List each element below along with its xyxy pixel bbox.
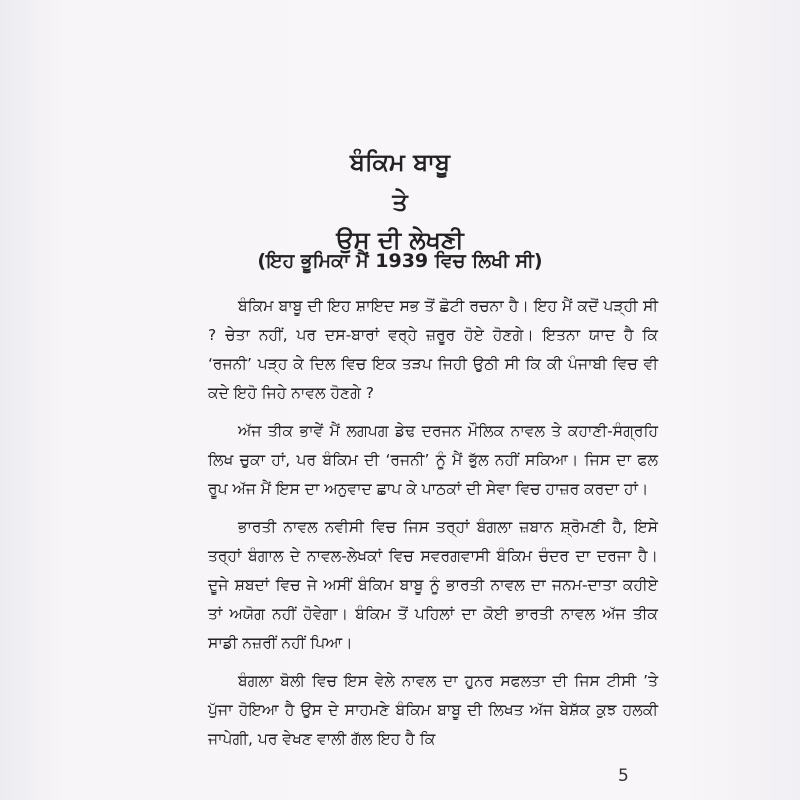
title-line-3: ਉਸ ਦੀ ਲੇਖਣੀ (336, 226, 464, 254)
page-number: 5 (618, 766, 629, 786)
paragraph: ਬੰਕਿਮ ਬਾਬੂ ਦੀ ਇਹ ਸ਼ਾਇਦ ਸਭ ਤੋਂ ਛੋਟੀ ਰਚਨਾ ਹੈ। ਇਹ ਮੈਂ ਕਦੋਂ ਪੜ੍ਹੀ ਸੀ ? ਚੇਤਾ ਨਹੀਂ, ਪਰ ਦਸ-ਬਾਰਾਂ ਵਰ੍ਹੇ ਜ਼ਰੂਰ ਹੋਏ ਹੋਣਗੇ। ਇਤਨਾ ਯਾਦ ਹੈ ਕਿ ‘ਰਜਨੀ’ ਪੜ੍ਹ ਕੇ ਦਿਲ ਵਿਚ ਇਕ ਤੜਪ ਜਿਹੀ ਉਠੀ ਸੀ ਕਿ ਕੀ ਪੰਜਾਬੀ ਵਿਚ ਵੀ ਕਦੇ ਇਹੋ ਜਿਹੇ ਨਾਵਲ ਹੋਣਗੇ ? (208, 297, 658, 402)
title-line-2: ਤੇ (392, 188, 408, 216)
subtitle: (ਇਹ ਭੂਮਿਕਾ ਮੈਂ 1939 ਵਿਚ ਲਿਖੀ ਸੀ) (257, 250, 543, 272)
paragraph: ਅੱਜ ਤੀਕ ਭਾਵੇਂ ਮੈਂ ਲਗਪਗ ਡੇਢ ਦਰਜਨ ਮੌਲਿਕ ਨਾਵਲ ਤੇ ਕਹਾਣੀ-ਸੰਗ੍ਰਹਿ ਲਿਖ ਚੁਕਾ ਹਾਂ, ਪਰ ਬੰਕਿਮ ਦੀ ‘ਰਜਨੀ’ ਨੂੰ ਮੈਂ ਭੁੱਲ ਨਹੀਂ ਸਕਿਆ। ਜਿਸ ਦਾ ਫਲ ਰੂਪ ਅੱਜ ਮੈਂ ਇਸ ਦਾ ਅਨੁਵਾਦ ਛਾਪ ਕੇ ਪਾਠਕਾਂ ਦੀ ਸੇਵਾ ਵਿਚ ਹਾਜ਼ਰ ਕਰਦਾ ਹਾਂ। (208, 422, 658, 498)
title-line-1: ਬੰਕਿਮ ਬਾਬੂ (349, 148, 451, 176)
body-text (208, 292, 658, 763)
paragraph: ਭਾਰਤੀ ਨਾਵਲ ਨਵੀਸੀ ਵਿਚ ਜਿਸ ਤਰ੍ਹਾਂ ਬੰਗਲਾ ਜ਼ਬਾਨ ਸ਼੍ਰੋਮਣੀ ਹੈ, ਇਸੇ ਤਰ੍ਹਾਂ ਬੰਗਾਲ ਦੇ ਨਾਵਲ-ਲੇਖਕਾਂ ਵਿਚ ਸਵਰਗਵਾਸੀ ਬੰਕਿਮ ਚੰਦਰ ਦਾ ਦਰਜਾ ਹੈ। ਦੂਜੇ ਸ਼ਬਦਾਂ ਵਿਚ ਜੇ ਅਸੀਂ ਬੰਕਿਮ ਬਾਬੂ ਨੂੰ ਭਾਰਤੀ ਨਾਵਲ ਦਾ ਜਨਮ-ਦਾਤਾ ਕਹੀਏ ਤਾਂ ਅਯੋਗ ਨਹੀਂ ਹੋਵੇਗਾ। ਬੰਕਿਮ ਤੋਂ ਪਹਿਲਾਂ ਦਾ ਕੋਈ ਭਾਰਤੀ ਨਾਵਲ ਅੱਜ ਤੀਕ ਸਾਡੀ ਨਜ਼ਰੀਂ ਨਹੀਂ ਪਿਆ। (208, 518, 658, 652)
paragraph: ਬੰਗਲਾ ਬੋਲੀ ਵਿਚ ਇਸ ਵੇਲੇ ਨਾਵਲ ਦਾ ਹੁਨਰ ਸਫਲਤਾ ਦੀ ਜਿਸ ਟੀਸੀ ’ਤੇ ਪੁੱਜਾ ਹੋਇਆ ਹੈ ਉਸ ਦੇ ਸਾਹਮਣੇ ਬੰਕਿਮ ਬਾਬੂ ਦੀ ਲਿਖਤ ਅੱਜ ਬੇਸ਼ੱਕ ਕੁਝ ਹਲਕੀ ਜਾਪੇਗੀ, ਪਰ ਵੇਖਣ ਵਾਲੀ ਗੱਲ ਇਹ ਹੈ ਕਿ (208, 672, 658, 748)
